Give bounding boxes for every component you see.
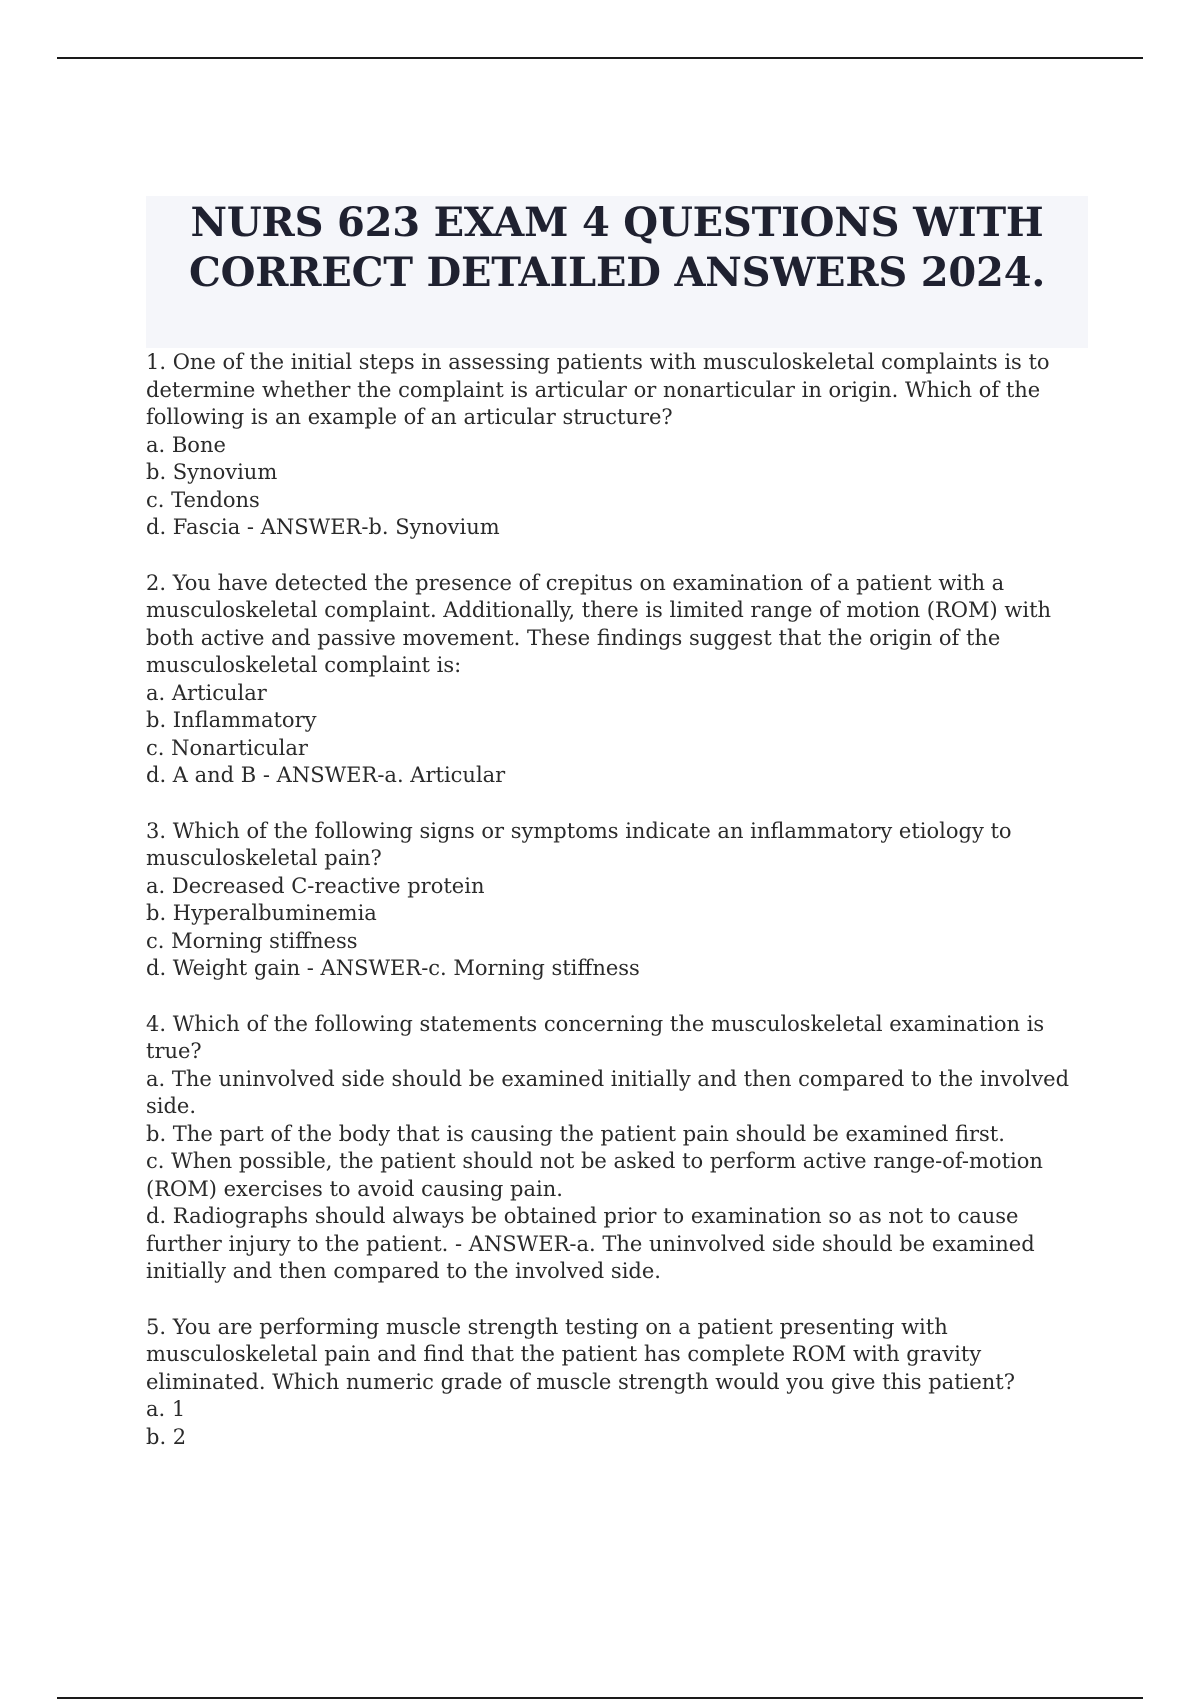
question-5	[146, 1314, 1086, 1452]
answer-option: b. The part of the body that is causing the patient pain should be examined first.	[146, 1121, 1005, 1146]
question-stem: 3. Which of the following signs or symptoms indicate an inflammatory etiology to musculoskeletal pain?	[146, 818, 1012, 870]
document-title-line-1: NURS 623 EXAM 4 QUESTIONS WITH	[190, 199, 1044, 246]
answer-option: b. 2	[146, 1424, 187, 1449]
answer-option: c. Morning stiffness	[146, 928, 358, 953]
answer-option: b. Synovium	[146, 460, 278, 484]
answer-option-with-answer: d. Weight gain - ANSWER-c. Morning stiffness	[146, 956, 640, 980]
question-stem: 2. You have detected the presence of crepitus on examination of a patient with a musculoskeletal complaint. Additionally, there is limited range of motion (ROM) with both active and passive movement. These findings suggest that the origin of the musculoskeletal complaint is:	[146, 570, 1052, 677]
question-2	[146, 570, 1086, 790]
answer-option: a. The uninvolved side should be examined initially and then compared to the involved side.	[146, 1066, 1070, 1118]
question-3	[146, 818, 1086, 983]
document-title-line-2: CORRECT DETAILED ANSWERS 2024.	[188, 249, 1046, 296]
question-stem: 4. Which of the following statements concerning the musculoskeletal examination is true?	[146, 1011, 1045, 1063]
answer-option-with-answer: d. Fascia - ANSWER-b. Synovium	[146, 515, 500, 539]
answer-option: c. Tendons	[146, 487, 260, 512]
answer-option: a. Bone	[146, 432, 226, 457]
question-stem: 5. You are performing muscle strength testing on a patient presenting with musculoskeletal pain and find that the patient has complete ROM with gravity eliminated. Which numeric grade of muscle strength would you give this patient?	[146, 1314, 1015, 1394]
answer-option: b. Inflammatory	[146, 708, 317, 732]
answer-option: c. Nonarticular	[146, 735, 308, 760]
answer-option: a. 1	[146, 1397, 186, 1421]
question-1	[146, 349, 1086, 542]
answer-option-with-answer: d. Radiographs should always be obtained prior to examination so as not to cause further injury to the patient. - ANSWER-a. The uninvolved side should be examined initially and then compared to the involved side.	[146, 1204, 1035, 1283]
question-4	[146, 1011, 1086, 1286]
bottom-rule	[57, 1697, 1143, 1699]
document-title-band	[146, 196, 1088, 348]
answer-option-with-answer: d. A and B - ANSWER-a. Articular	[146, 763, 506, 787]
questions-body	[146, 349, 1086, 1479]
answer-option: b. Hyperalbuminemia	[146, 901, 377, 925]
answer-option: a. Decreased C-reactive protein	[146, 873, 485, 898]
answer-option: a. Articular	[146, 680, 267, 705]
question-stem: 1. One of the initial steps in assessing patients with musculoskeletal complaints is to determine whether the complaint is articular or nonarticular in origin. Which of the following is an example of an articular structure?	[146, 350, 1050, 429]
answer-option: c. When possible, the patient should not be asked to perform active range-of-motion (ROM) exercises to avoid causing pain.	[146, 1149, 1043, 1201]
top-rule	[57, 57, 1143, 59]
